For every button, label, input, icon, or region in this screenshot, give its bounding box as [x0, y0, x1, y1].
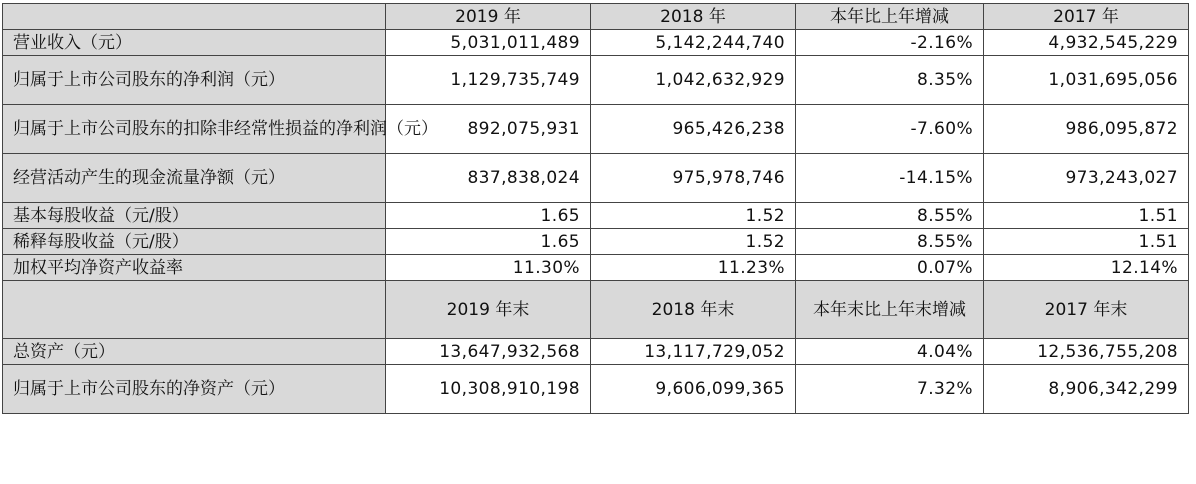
row-label: 稀释每股收益（元/股） — [3, 229, 386, 255]
value-cell: 1.51 — [984, 203, 1189, 229]
value-cell: 1.65 — [386, 203, 591, 229]
header-corner-cell — [3, 4, 386, 30]
table-row — [3, 30, 1189, 56]
row-label: 经营活动产生的现金流量净额（元） — [3, 154, 386, 203]
value-cell: 13,117,729,052 — [591, 339, 796, 365]
change-cell: -14.15% — [796, 154, 984, 203]
value-cell: 5,142,244,740 — [591, 30, 796, 56]
table-row — [3, 105, 1189, 154]
value-cell: 1.52 — [591, 229, 796, 255]
change-cell: 8.35% — [796, 56, 984, 105]
value-cell: 892,075,931 — [386, 105, 591, 154]
row-label: 营业收入（元） — [3, 30, 386, 56]
header-cell: 2019 年末 — [386, 281, 591, 339]
row-label: 归属于上市公司股东的净资产（元） — [3, 365, 386, 414]
header-cell: 2018 年末 — [591, 281, 796, 339]
header-cell: 2017 年末 — [984, 281, 1189, 339]
change-cell: 8.55% — [796, 229, 984, 255]
value-cell: 973,243,027 — [984, 154, 1189, 203]
row-label: 加权平均净资产收益率 — [3, 255, 386, 281]
value-cell: 8,906,342,299 — [984, 365, 1189, 414]
table-row — [3, 229, 1189, 255]
row-label: 归属于上市公司股东的净利润（元） — [3, 56, 386, 105]
value-cell: 1.65 — [386, 229, 591, 255]
value-cell: 13,647,932,568 — [386, 339, 591, 365]
header-cell: 2018 年 — [591, 4, 796, 30]
table-row — [3, 339, 1189, 365]
value-cell: 1,042,632,929 — [591, 56, 796, 105]
value-cell: 12,536,755,208 — [984, 339, 1189, 365]
header-cell: 2019 年 — [386, 4, 591, 30]
value-cell: 9,606,099,365 — [591, 365, 796, 414]
header-corner-cell — [3, 281, 386, 339]
table-row — [3, 154, 1189, 203]
value-cell: 1.51 — [984, 229, 1189, 255]
row-label: 总资产（元） — [3, 339, 386, 365]
value-cell: 12.14% — [984, 255, 1189, 281]
header-row-annual — [3, 4, 1189, 30]
value-cell: 1,031,695,056 — [984, 56, 1189, 105]
value-cell: 4,932,545,229 — [984, 30, 1189, 56]
value-cell: 11.30% — [386, 255, 591, 281]
value-cell: 986,095,872 — [984, 105, 1189, 154]
header-cell: 2017 年 — [984, 4, 1189, 30]
row-label: 基本每股收益（元/股） — [3, 203, 386, 229]
header-cell: 本年末比上年末增减 — [796, 281, 984, 339]
header-cell: 本年比上年增减 — [796, 4, 984, 30]
change-cell: 4.04% — [796, 339, 984, 365]
value-cell: 965,426,238 — [591, 105, 796, 154]
value-cell: 1.52 — [591, 203, 796, 229]
table-row — [3, 255, 1189, 281]
table-row — [3, 203, 1189, 229]
header-row-yearend — [3, 281, 1189, 339]
table-row — [3, 56, 1189, 105]
value-cell: 5,031,011,489 — [386, 30, 591, 56]
change-cell: -2.16% — [796, 30, 984, 56]
change-cell: 0.07% — [796, 255, 984, 281]
value-cell: 10,308,910,198 — [386, 365, 591, 414]
value-cell: 11.23% — [591, 255, 796, 281]
table-row — [3, 365, 1189, 414]
value-cell: 1,129,735,749 — [386, 56, 591, 105]
change-cell: -7.60% — [796, 105, 984, 154]
key-financial-data-table — [2, 3, 1189, 414]
value-cell: 837,838,024 — [386, 154, 591, 203]
change-cell: 7.32% — [796, 365, 984, 414]
change-cell: 8.55% — [796, 203, 984, 229]
row-label: 归属于上市公司股东的扣除非经常性损益的净利润（元） — [3, 105, 386, 154]
value-cell: 975,978,746 — [591, 154, 796, 203]
